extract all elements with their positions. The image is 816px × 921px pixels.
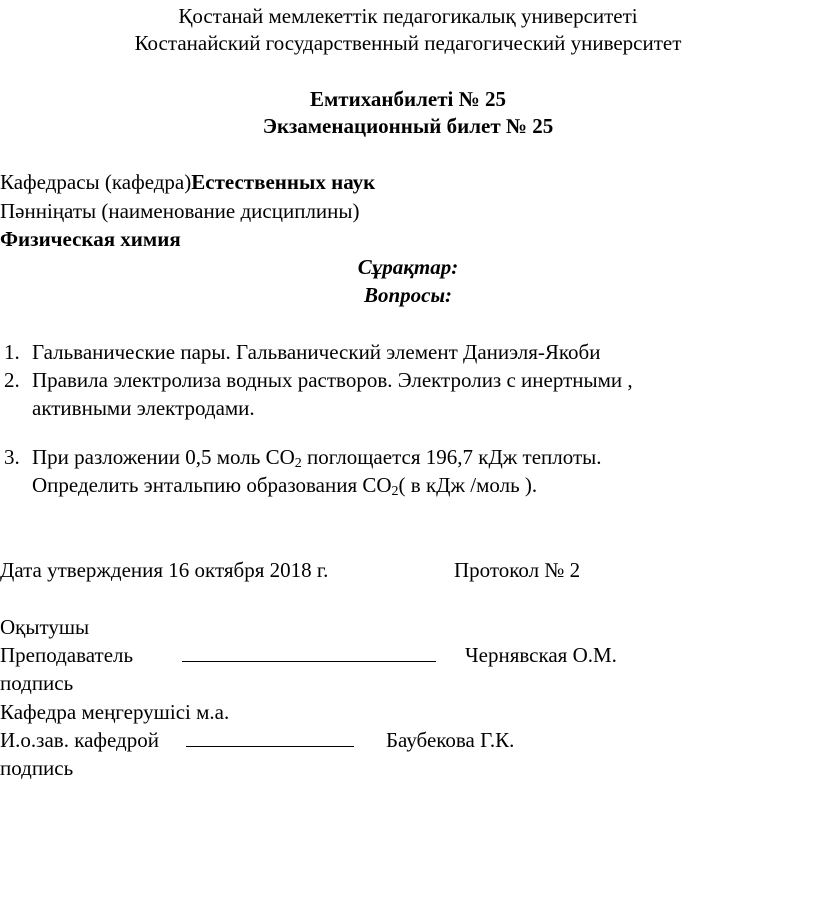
question-number: 1. <box>4 340 20 364</box>
head-label-kz: Кафедра меңгерушісі м.а. <box>0 700 230 724</box>
approval-date: Дата утверждения 16 октября 2018 г. <box>0 558 329 582</box>
question-text: При разложении 0,5 моль $СО_2$ поглощается 196,7 кДж теплоты. <box>32 445 602 471</box>
teacher-label-ru: Преподаватель <box>0 643 134 667</box>
question-number: 3. <box>4 445 20 469</box>
department-value: Естественных наук <box>191 170 376 194</box>
questions-heading-kz: Сұрақтар: <box>357 255 459 279</box>
question-text-continued: Определить энтальпию образования $СО_2$( в кДж /моль ). <box>32 473 538 499</box>
ticket-title-kz: Емтиханбилеті № 25 <box>309 87 506 111</box>
department-label: Кафедрасы (кафедра) <box>0 170 192 194</box>
ticket-title-ru: Экзаменационный билет № 25 <box>262 114 554 138</box>
question-number: 2. <box>4 368 20 392</box>
head-signature-label: подпись <box>0 756 74 780</box>
teacher-label-kz: Оқытушы <box>0 615 90 639</box>
question-text: Правила электролиза водных растворов. Электролиз с инертными , <box>32 368 633 392</box>
protocol-number: Протокол № 2 <box>454 558 581 582</box>
discipline-label: Пәнніңаты (наименование дисциплины) <box>0 199 360 223</box>
question-text: Гальванические пары. Гальванический элемент Даниэля-Якоби <box>32 340 601 364</box>
university-name-kz: Қостанай мемлекеттік педагогикалық университеті <box>178 4 638 28</box>
head-label-ru: И.о.зав. кафедрой <box>0 728 159 752</box>
teacher-signature-line <box>182 643 436 668</box>
university-name-ru: Костанайский государственный педагогический университет <box>134 31 682 55</box>
head-name: Баубекова Г.К. <box>386 728 515 752</box>
questions-heading-ru: Вопросы: <box>363 283 453 307</box>
department-row <box>0 170 375 195</box>
question-text-continued: активными электродами. <box>32 396 255 420</box>
teacher-name: Чернявская О.М. <box>465 643 617 667</box>
head-signature-line <box>186 728 354 753</box>
discipline-value: Физическая химия <box>0 227 181 251</box>
teacher-signature-label: подпись <box>0 671 74 695</box>
